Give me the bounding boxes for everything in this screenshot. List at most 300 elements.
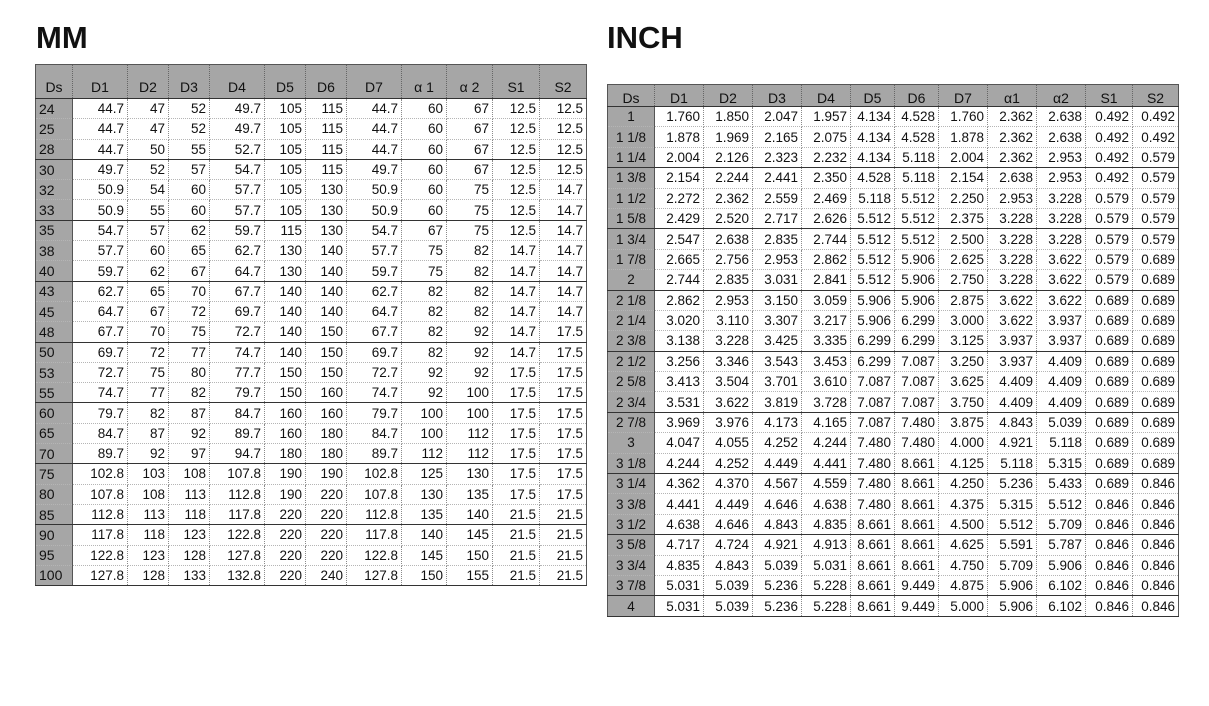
inch-value-cell: 3.750 — [939, 392, 988, 412]
mm-value-cell: 115 — [306, 139, 347, 159]
mm-value-cell: 74.7 — [347, 383, 402, 403]
mm-value-cell: 54.7 — [210, 159, 265, 179]
table-row — [608, 310, 1179, 330]
mm-value-cell: 112.8 — [73, 504, 128, 524]
inch-column-header: D1 — [655, 85, 704, 107]
mm-value-cell: 130 — [306, 220, 347, 240]
inch-value-cell: 4.567 — [753, 474, 802, 494]
mm-value-cell: 54.7 — [347, 220, 402, 240]
table-row — [36, 464, 587, 484]
mm-value-cell: 118 — [169, 504, 210, 524]
mm-value-cell: 130 — [306, 180, 347, 200]
mm-value-cell: 80 — [169, 362, 210, 382]
mm-value-cell: 92 — [447, 342, 493, 362]
mm-value-cell: 140 — [306, 281, 347, 301]
inch-value-cell: 3.228 — [1037, 208, 1086, 228]
mm-value-cell: 62 — [128, 261, 169, 281]
mm-value-cell: 75 — [402, 241, 447, 261]
mm-value-cell: 150 — [265, 383, 306, 403]
inch-value-cell: 5.512 — [988, 514, 1037, 534]
inch-value-cell: 0.846 — [1133, 494, 1179, 514]
inch-value-cell: 3.228 — [1037, 188, 1086, 208]
inch-value-cell: 5.236 — [753, 575, 802, 595]
mm-value-cell: 130 — [402, 484, 447, 504]
inch-value-cell: 0.689 — [1133, 270, 1179, 290]
inch-value-cell: 2.547 — [655, 229, 704, 249]
inch-value-cell: 4.646 — [753, 494, 802, 514]
mm-value-cell: 12.5 — [540, 119, 587, 139]
table-row — [608, 555, 1179, 575]
mm-value-cell: 54.7 — [73, 220, 128, 240]
inch-value-cell: 4.244 — [655, 453, 704, 473]
inch-value-cell: 2.362 — [988, 107, 1037, 127]
inch-value-cell: 5.787 — [1037, 535, 1086, 555]
inch-value-cell: 3.819 — [753, 392, 802, 412]
inch-value-cell: 0.689 — [1133, 433, 1179, 453]
inch-size-cell: 2 3/8 — [608, 331, 655, 351]
mm-value-cell: 65 — [128, 281, 169, 301]
mm-value-cell: 75 — [169, 322, 210, 342]
mm-value-cell: 44.7 — [73, 119, 128, 139]
inch-value-cell: 9.449 — [895, 596, 939, 616]
inch-value-cell: 0.579 — [1086, 208, 1133, 228]
inch-value-cell: 5.433 — [1037, 474, 1086, 494]
inch-value-cell: 5.031 — [655, 596, 704, 616]
table-row — [608, 290, 1179, 310]
inch-size-cell: 2 7/8 — [608, 412, 655, 432]
table-row — [608, 188, 1179, 208]
mm-value-cell: 72.7 — [347, 362, 402, 382]
mm-value-cell: 57 — [169, 159, 210, 179]
inch-value-cell: 2.744 — [655, 270, 704, 290]
mm-value-cell: 100 — [447, 403, 493, 423]
inch-value-cell: 7.087 — [851, 372, 895, 392]
mm-value-cell: 82 — [402, 281, 447, 301]
inch-value-cell: 5.906 — [851, 310, 895, 330]
inch-value-cell: 4.125 — [939, 453, 988, 473]
inch-size-cell: 2 1/8 — [608, 290, 655, 310]
inch-size-cell: 3 3/4 — [608, 555, 655, 575]
mm-value-cell: 60 — [169, 180, 210, 200]
table-row — [608, 168, 1179, 188]
table-row — [608, 229, 1179, 249]
mm-value-cell: 220 — [265, 565, 306, 585]
mm-value-cell: 52 — [169, 119, 210, 139]
mm-value-cell: 12.5 — [493, 99, 540, 119]
mm-value-cell: 118 — [128, 525, 169, 545]
inch-value-cell: 2.441 — [753, 168, 802, 188]
inch-value-cell: 5.031 — [802, 555, 851, 575]
mm-value-cell: 14.7 — [540, 261, 587, 281]
mm-value-cell: 92 — [447, 362, 493, 382]
inch-value-cell: 0.579 — [1086, 270, 1133, 290]
inch-size-cell: 4 — [608, 596, 655, 616]
inch-size-cell: 1 1/4 — [608, 147, 655, 167]
mm-value-cell: 135 — [402, 504, 447, 524]
inch-value-cell: 2.835 — [704, 270, 753, 290]
inch-value-cell: 3.256 — [655, 351, 704, 371]
inch-size-cell: 1 7/8 — [608, 249, 655, 269]
table-row — [36, 403, 587, 423]
inch-value-cell: 4.638 — [802, 494, 851, 514]
mm-value-cell: 132.8 — [210, 565, 265, 585]
mm-value-cell: 14.7 — [540, 200, 587, 220]
mm-value-cell: 12.5 — [540, 99, 587, 119]
mm-value-cell: 44.7 — [347, 139, 402, 159]
mm-value-cell: 12.5 — [493, 200, 540, 220]
inch-value-cell: 0.689 — [1133, 310, 1179, 330]
inch-value-cell: 7.480 — [895, 433, 939, 453]
mm-size-cell: 32 — [36, 180, 73, 200]
table-row — [36, 220, 587, 240]
mm-size-cell: 38 — [36, 241, 73, 261]
inch-value-cell: 6.102 — [1037, 596, 1086, 616]
inch-value-cell: 5.512 — [851, 270, 895, 290]
table-row — [608, 372, 1179, 392]
inch-value-cell: 2.429 — [655, 208, 704, 228]
inch-value-cell: 3.622 — [988, 290, 1037, 310]
mm-value-cell: 60 — [402, 99, 447, 119]
inch-value-cell: 5.512 — [1037, 494, 1086, 514]
inch-value-cell: 5.906 — [988, 575, 1037, 595]
mm-value-cell: 87 — [128, 423, 169, 443]
mm-value-cell: 82 — [447, 301, 493, 321]
inch-value-cell: 2.625 — [939, 249, 988, 269]
mm-value-cell: 115 — [306, 159, 347, 179]
mm-value-cell: 100 — [402, 423, 447, 443]
mm-size-cell: 70 — [36, 444, 73, 464]
inch-value-cell: 0.689 — [1133, 331, 1179, 351]
mm-value-cell: 52 — [128, 159, 169, 179]
inch-value-cell: 5.512 — [895, 208, 939, 228]
mm-value-cell: 82 — [447, 241, 493, 261]
table-row — [608, 412, 1179, 432]
inch-value-cell: 2.626 — [802, 208, 851, 228]
mm-value-cell: 220 — [265, 525, 306, 545]
inch-value-cell: 6.102 — [1037, 575, 1086, 595]
inch-value-cell: 5.039 — [704, 596, 753, 616]
table-row — [36, 383, 587, 403]
mm-value-cell: 75 — [402, 261, 447, 281]
mm-value-cell: 105 — [265, 159, 306, 179]
mm-value-cell: 69.7 — [73, 342, 128, 362]
mm-value-cell: 82 — [402, 322, 447, 342]
inch-value-cell: 4.625 — [939, 535, 988, 555]
inch-value-cell: 0.689 — [1086, 453, 1133, 473]
mm-value-cell: 21.5 — [540, 545, 587, 565]
table-row — [608, 147, 1179, 167]
mm-value-cell: 12.5 — [493, 159, 540, 179]
inch-value-cell: 0.579 — [1133, 168, 1179, 188]
mm-dimension-table — [35, 64, 587, 586]
mm-value-cell: 160 — [306, 383, 347, 403]
mm-value-cell: 160 — [265, 403, 306, 423]
inch-value-cell: 0.579 — [1133, 229, 1179, 249]
inch-value-cell: 5.906 — [895, 249, 939, 269]
mm-value-cell: 97 — [169, 444, 210, 464]
mm-value-cell: 107.8 — [210, 464, 265, 484]
mm-value-cell: 89.7 — [73, 444, 128, 464]
inch-value-cell: 3.937 — [988, 351, 1037, 371]
mm-value-cell: 62.7 — [210, 241, 265, 261]
inch-value-cell: 2.638 — [1037, 127, 1086, 147]
inch-value-cell: 7.087 — [851, 412, 895, 432]
inch-value-cell: 3.346 — [704, 351, 753, 371]
inch-value-cell: 8.661 — [851, 575, 895, 595]
inch-value-cell: 0.689 — [1133, 372, 1179, 392]
mm-value-cell: 77 — [169, 342, 210, 362]
mm-value-cell: 127.8 — [73, 565, 128, 585]
mm-value-cell: 145 — [402, 545, 447, 565]
mm-value-cell: 128 — [128, 565, 169, 585]
inch-value-cell: 2.862 — [802, 249, 851, 269]
inch-value-cell: 9.449 — [895, 575, 939, 595]
inch-value-cell: 2.350 — [802, 168, 851, 188]
inch-value-cell: 2.862 — [655, 290, 704, 310]
inch-value-cell: 0.579 — [1086, 249, 1133, 269]
mm-value-cell: 133 — [169, 565, 210, 585]
inch-value-cell: 2.323 — [753, 147, 802, 167]
inch-value-cell: 0.492 — [1086, 107, 1133, 127]
inch-value-cell: 5.906 — [895, 270, 939, 290]
mm-value-cell: 50 — [128, 139, 169, 159]
mm-value-cell: 17.5 — [493, 444, 540, 464]
mm-value-cell: 180 — [306, 444, 347, 464]
inch-value-cell: 4.134 — [851, 107, 895, 127]
inch-value-cell: 0.689 — [1133, 453, 1179, 473]
table-row — [608, 392, 1179, 412]
inch-size-cell: 3 — [608, 433, 655, 453]
inch-value-cell: 4.449 — [704, 494, 753, 514]
inch-value-cell: 0.689 — [1086, 474, 1133, 494]
inch-value-cell: 7.087 — [895, 351, 939, 371]
mm-value-cell: 102.8 — [347, 464, 402, 484]
mm-value-cell: 50.9 — [347, 200, 402, 220]
inch-value-cell: 7.480 — [851, 474, 895, 494]
inch-value-cell: 2.841 — [802, 270, 851, 290]
inch-size-cell: 1 3/4 — [608, 229, 655, 249]
mm-value-cell: 14.7 — [493, 301, 540, 321]
inch-value-cell: 2.004 — [655, 147, 704, 167]
mm-size-cell: 24 — [36, 99, 73, 119]
inch-value-cell: 3.059 — [802, 290, 851, 310]
mm-value-cell: 17.5 — [493, 403, 540, 423]
inch-value-cell: 3.228 — [1037, 229, 1086, 249]
mm-value-cell: 140 — [447, 504, 493, 524]
mm-value-cell: 82 — [128, 403, 169, 423]
mm-value-cell: 17.5 — [493, 423, 540, 443]
mm-value-cell: 12.5 — [540, 159, 587, 179]
mm-size-cell: 55 — [36, 383, 73, 403]
inch-column-header: S2 — [1133, 85, 1179, 107]
inch-value-cell: 0.492 — [1133, 127, 1179, 147]
mm-value-cell: 79.7 — [210, 383, 265, 403]
inch-value-cell: 5.512 — [895, 188, 939, 208]
inch-size-cell: 1 5/8 — [608, 208, 655, 228]
mm-value-cell: 67 — [447, 99, 493, 119]
mm-value-cell: 64.7 — [347, 301, 402, 321]
mm-value-cell: 14.7 — [540, 180, 587, 200]
mm-value-cell: 87 — [169, 403, 210, 423]
mm-value-cell: 74.7 — [73, 383, 128, 403]
inch-value-cell: 3.543 — [753, 351, 802, 371]
mm-value-cell: 92 — [402, 383, 447, 403]
mm-value-cell: 72 — [169, 301, 210, 321]
mm-value-cell: 84.7 — [73, 423, 128, 443]
mm-value-cell: 220 — [306, 525, 347, 545]
mm-value-cell: 82 — [447, 261, 493, 281]
inch-value-cell: 0.689 — [1133, 351, 1179, 371]
mm-value-cell: 21.5 — [493, 504, 540, 524]
mm-value-cell: 57 — [128, 220, 169, 240]
inch-value-cell: 7.480 — [895, 412, 939, 432]
inch-value-cell: 4.913 — [802, 535, 851, 555]
mm-value-cell: 127.8 — [347, 565, 402, 585]
mm-value-cell: 180 — [306, 423, 347, 443]
mm-value-cell: 130 — [265, 241, 306, 261]
inch-value-cell: 4.173 — [753, 412, 802, 432]
mm-value-cell: 92 — [447, 322, 493, 342]
mm-value-cell: 140 — [265, 342, 306, 362]
mm-value-cell: 84.7 — [347, 423, 402, 443]
inch-value-cell: 5.039 — [704, 575, 753, 595]
inch-column-header: D5 — [851, 85, 895, 107]
inch-value-cell: 8.661 — [851, 514, 895, 534]
mm-value-cell: 150 — [447, 545, 493, 565]
inch-header-row — [608, 85, 1179, 107]
inch-value-cell: 3.020 — [655, 310, 704, 330]
inch-value-cell: 5.228 — [802, 575, 851, 595]
mm-size-cell: 33 — [36, 200, 73, 220]
inch-value-cell: 3.413 — [655, 372, 704, 392]
mm-value-cell: 67 — [169, 261, 210, 281]
mm-value-cell: 135 — [447, 484, 493, 504]
inch-value-cell: 1.850 — [704, 107, 753, 127]
mm-value-cell: 14.7 — [540, 281, 587, 301]
inch-value-cell: 4.843 — [988, 412, 1037, 432]
mm-value-cell: 79.7 — [347, 403, 402, 423]
inch-value-cell: 1.878 — [655, 127, 704, 147]
mm-value-cell: 14.7 — [493, 342, 540, 362]
mm-value-cell: 220 — [306, 545, 347, 565]
inch-value-cell: 5.315 — [1037, 453, 1086, 473]
inch-value-cell: 0.689 — [1086, 372, 1133, 392]
inch-value-cell: 5.906 — [1037, 555, 1086, 575]
table-row — [36, 139, 587, 159]
inch-value-cell: 4.528 — [895, 127, 939, 147]
mm-column-header: S2 — [540, 65, 587, 99]
mm-value-cell: 79.7 — [73, 403, 128, 423]
table-row — [36, 261, 587, 281]
inch-value-cell: 5.512 — [851, 208, 895, 228]
inch-value-cell: 3.622 — [1037, 249, 1086, 269]
table-row — [36, 241, 587, 261]
mm-column-header: D7 — [347, 65, 402, 99]
inch-value-cell: 4.252 — [704, 453, 753, 473]
inch-value-cell: 2.953 — [1037, 147, 1086, 167]
mm-value-cell: 69.7 — [210, 301, 265, 321]
mm-column-header: α 1 — [402, 65, 447, 99]
mm-size-cell: 50 — [36, 342, 73, 362]
inch-value-cell: 0.579 — [1133, 208, 1179, 228]
mm-value-cell: 92 — [402, 362, 447, 382]
table-row — [36, 119, 587, 139]
inch-value-cell: 5.591 — [988, 535, 1037, 555]
mm-value-cell: 57.7 — [210, 200, 265, 220]
inch-value-cell: 3.937 — [1037, 310, 1086, 330]
mm-value-cell: 108 — [128, 484, 169, 504]
table-row — [36, 484, 587, 504]
mm-value-cell: 89.7 — [347, 444, 402, 464]
mm-value-cell: 113 — [169, 484, 210, 504]
inch-value-cell: 5.512 — [895, 229, 939, 249]
inch-value-cell: 4.875 — [939, 575, 988, 595]
inch-value-cell: 7.480 — [851, 433, 895, 453]
mm-value-cell: 62.7 — [347, 281, 402, 301]
mm-value-cell: 155 — [447, 565, 493, 585]
mm-value-cell: 12.5 — [493, 220, 540, 240]
inch-value-cell: 2.154 — [939, 168, 988, 188]
inch-value-cell: 3.125 — [939, 331, 988, 351]
mm-value-cell: 14.7 — [493, 322, 540, 342]
inch-value-cell: 1.760 — [655, 107, 704, 127]
inch-value-cell: 4.528 — [851, 168, 895, 188]
inch-size-cell: 3 1/4 — [608, 474, 655, 494]
inch-value-cell: 3.937 — [1037, 331, 1086, 351]
table-row — [36, 281, 587, 301]
mm-value-cell: 123 — [169, 525, 210, 545]
inch-value-cell: 8.661 — [895, 514, 939, 534]
inch-dimension-table — [607, 84, 1179, 617]
mm-value-cell: 117.8 — [210, 504, 265, 524]
mm-value-cell: 127.8 — [210, 545, 265, 565]
mm-value-cell: 50.9 — [347, 180, 402, 200]
inch-value-cell: 0.846 — [1133, 474, 1179, 494]
inch-value-cell: 5.709 — [1037, 514, 1086, 534]
inch-value-cell: 3.622 — [988, 310, 1037, 330]
mm-column-header: D3 — [169, 65, 210, 99]
mm-size-cell: 75 — [36, 464, 73, 484]
inch-value-cell: 2.638 — [988, 168, 1037, 188]
mm-value-cell: 17.5 — [493, 464, 540, 484]
inch-value-cell: 0.579 — [1133, 188, 1179, 208]
inch-value-cell: 6.299 — [895, 310, 939, 330]
mm-column-header: D5 — [265, 65, 306, 99]
inch-value-cell: 4.843 — [704, 555, 753, 575]
inch-size-cell: 3 3/8 — [608, 494, 655, 514]
inch-value-cell: 5.512 — [851, 249, 895, 269]
inch-value-cell: 2.375 — [939, 208, 988, 228]
inch-value-cell: 5.118 — [1037, 433, 1086, 453]
mm-value-cell: 150 — [402, 565, 447, 585]
inch-value-cell: 4.750 — [939, 555, 988, 575]
mm-value-cell: 140 — [402, 525, 447, 545]
inch-value-cell: 2.469 — [802, 188, 851, 208]
mm-value-cell: 21.5 — [540, 504, 587, 524]
mm-value-cell: 140 — [306, 261, 347, 281]
inch-size-cell: 2 1/4 — [608, 310, 655, 330]
mm-value-cell: 140 — [265, 301, 306, 321]
mm-value-cell: 49.7 — [73, 159, 128, 179]
mm-value-cell: 60 — [402, 180, 447, 200]
inch-value-cell: 4.500 — [939, 514, 988, 534]
mm-value-cell: 123 — [128, 545, 169, 565]
mm-value-cell: 92 — [169, 423, 210, 443]
mm-value-cell: 17.5 — [540, 423, 587, 443]
inch-value-cell: 0.846 — [1086, 575, 1133, 595]
inch-value-cell: 4.441 — [655, 494, 704, 514]
mm-value-cell: 59.7 — [73, 261, 128, 281]
